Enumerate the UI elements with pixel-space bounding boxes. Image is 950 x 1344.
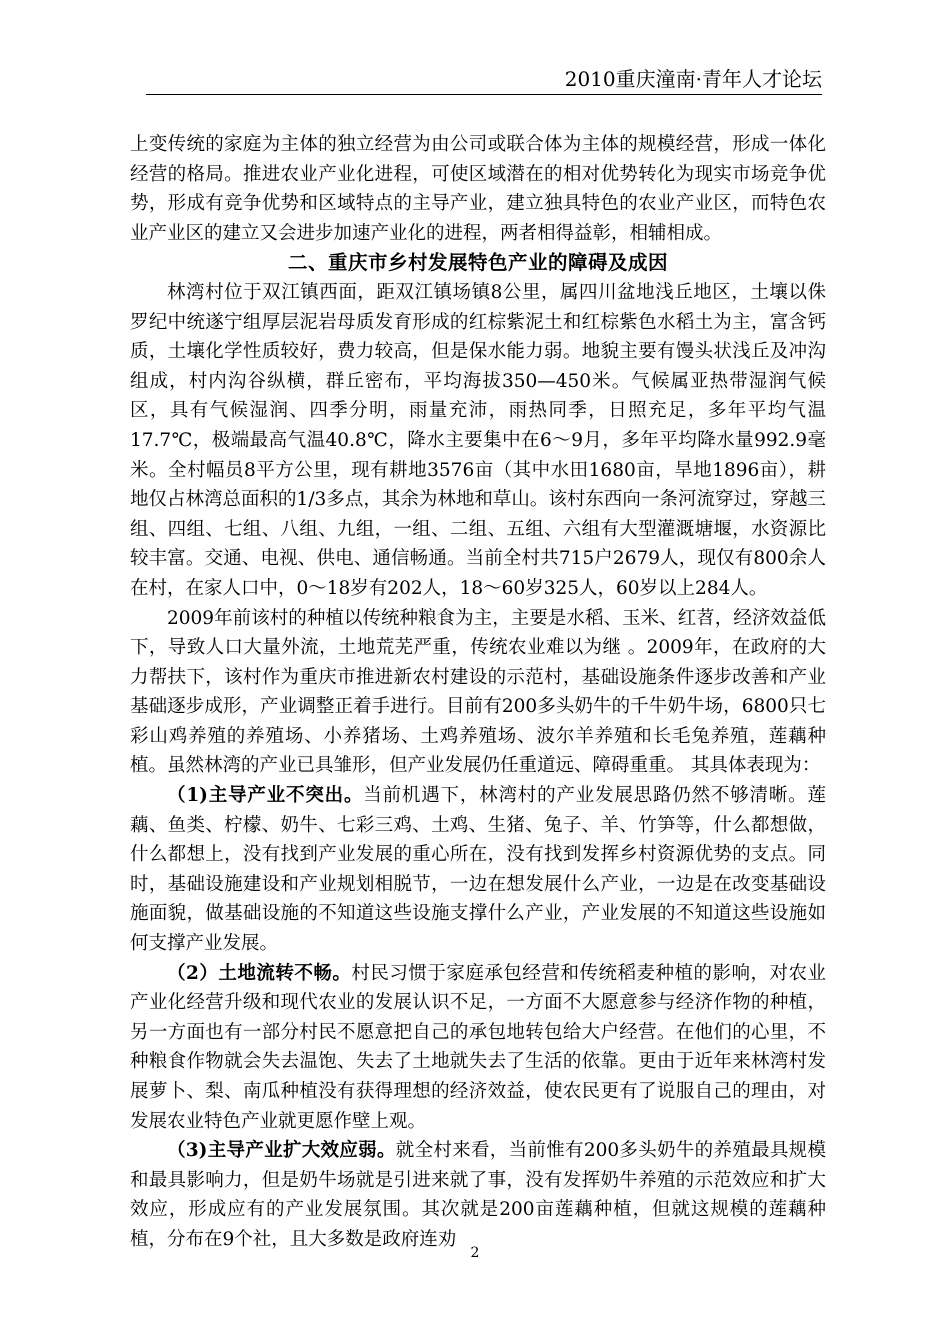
issue-1-lead: （1)主导产业不突出。 xyxy=(167,785,364,807)
issue-3-lead: （3)主导产业扩大效应弱。 xyxy=(167,1140,396,1162)
issue-3-text: 就全村来看，当前惟有200多头奶牛的养殖最具规模和最具影响力，但是奶牛场就是引进来就了事，没有发挥奶牛养殖的示范效应和扩大效应，形成应有的产业发展氛围。其次就是200亩莲藕种植，但就这规模的莲藕种植，分布在9个社，且大多数是政府连劝 xyxy=(130,1140,826,1250)
section-heading: 二、重庆市乡村发展特色产业的障碍及成因 xyxy=(287,251,668,275)
issue-1-text: 当前机遇下，林湾村的产业发展思路仍然不够清晰。莲藕、鱼类、柠檬、奶牛、七彩三鸡、土鸡、生猪、兔子、羊、竹笋等，什么都想做，什么都想上，没有找到产业发展的重心所在，没有找到发挥乡村资源优势的支点。同时，基础设施建设和产业规划相脱节，一边在想发展什么产业，一边是在改变基础设施面貌，做基础设施的不知道这些设施支撑什么产业，产业发展的不知道这些设施如何支撑产业发展。 xyxy=(130,785,826,955)
page-header: 2010重庆潼南·青年人才论坛 xyxy=(146,66,822,95)
paragraph-issue-3 xyxy=(130,1136,826,1254)
issue-2-lead: （2）土地流转不畅。 xyxy=(167,962,352,984)
paragraph-issue-2 xyxy=(130,959,826,1137)
paragraph-industry-status: 2009年前该村的种植以传统种粮食为主，主要是水稻、玉米、红苕，经济效益低下，导致人口大量外流，土地荒芜严重，传统农业难以为继 。2009年，在政府的大力帮扶下，该村作为重庆市推进新农村建设的示范村，基础设施条件逐步改善和产业基础逐步成形，产业调整正着手进行。目前有200多头奶牛的千牛奶牛场，6800只七彩山鸡养殖的养殖场、小养猪场、土鸡养殖场、波尔羊养殖和长毛兔养殖，莲藕种植。虽然林湾的产业已具雏形，但产业发展仍任重道远、障碍重重。 其具体表现为： xyxy=(130,607,826,777)
paragraph-village-profile: 林湾村位于双江镇西面，距双江镇场镇8公里，属四川盆地浅丘地区，土壤以侏罗纪中统遂宁组厚层泥岩母质发育形成的红棕紫泥土和红棕紫色水稻土为主，富含钙质，土壤化学性质较好，费力较高，但是保水能力弱。地貌主要有馒头状浅丘及冲沟组成，村内沟谷纵横，群丘密布，平均海拔350—450米。气候属亚热带湿润气候区，具有气候湿润、四季分明，雨量充沛，雨热同季，日照充足，多年平均气温17.7℃，极端最高气温40.8℃，降水主要集中在6～9月，多年平均降水量992.9毫米。全村幅员8平方公里，现有耕地3576亩（其中水田1680亩，旱地1896亩），耕地仅占林湾总面积的1/3多点，其余为林地和草山。该村东西向一条河流穿过，穿越三组、四组、七组、八组、九组，一组、二组、五组、六组有大型灌溉塘堰，水资源比较丰富。交通、电视、供电、通信畅通。当前全村共715户2679人，现仅有800余人在村，在家人口中，0～18岁有202人，18～60岁325人，60岁以上284人。 xyxy=(130,281,826,599)
paragraph-continuation: 上变传统的家庭为主体的独立经营为由公司或联合体为主体的规模经营，形成一体化经营的格局。推进农业产业化进程，可使区域潜在的相对优势转化为现实市场竞争优势，形成有竞争优势和区域特点的主导产业，建立独具特色的农业产业区，而特色农业产业区的建立又会进步加速产业化的进程，两者相得益彰，相辅相成。 xyxy=(130,134,826,244)
page-number: 2 xyxy=(470,1245,480,1261)
paragraph-issue-1 xyxy=(130,781,826,959)
body-text xyxy=(130,130,826,1255)
issue-2-text: 村民习惯于家庭承包经营和传统稻麦种植的影响，对农业产业化经营升级和现代农业的发展认识不足，一方面不大愿意参与经济作物的种植，另一方面也有一部分村民不愿意把自己的承包地转包给大户经营。在他们的心里，不种粮食作物就会失去温饱、失去了土地就失去了生活的依靠。更由于近年来林湾村发展萝卜、梨、南瓜种植没有获得理想的经济效益，使农民更有了说服自己的理由，对发展农业特色产业就更愿作壁上观。 xyxy=(130,962,826,1132)
